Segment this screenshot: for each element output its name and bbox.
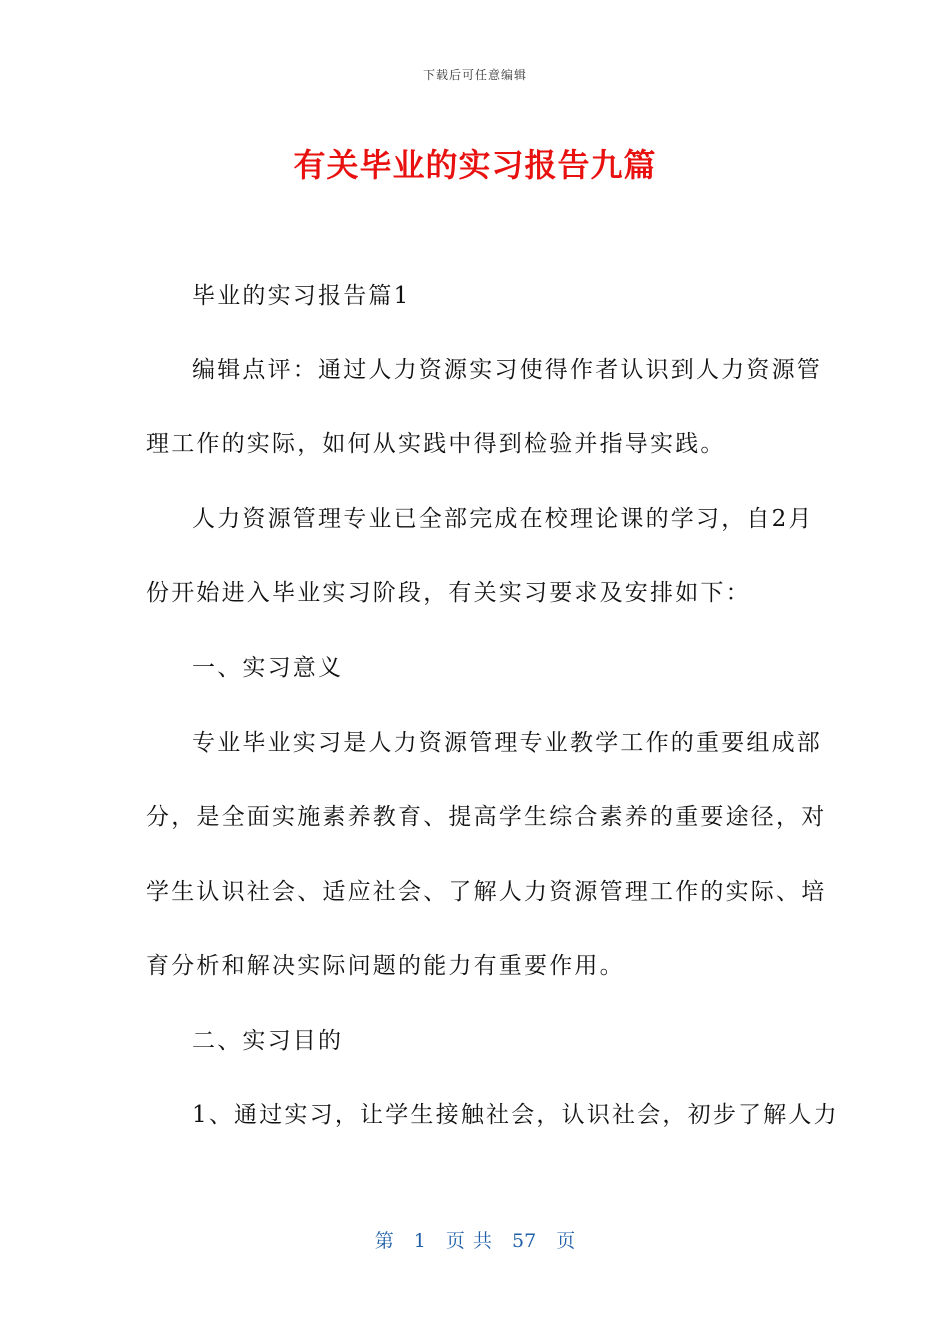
download-note: 下载后可任意编辑 bbox=[422, 68, 527, 82]
paragraph-line: 学生认识社会、适应社会、了解人力资源管理工作的实际、培 bbox=[146, 879, 827, 905]
paragraph-line: 专业毕业实习是人力资源管理专业教学工作的重要组成部 bbox=[192, 730, 822, 756]
paragraph-line: 分，是全面实施素养教育、提高学生综合素养的重要途径，对 bbox=[146, 804, 827, 830]
paragraph-line: 人力资源管理专业已全部完成在校理论课的学习，自2月 bbox=[192, 506, 814, 532]
footer-suffix: 页 bbox=[556, 1230, 576, 1252]
footer-middle: 页 共 bbox=[445, 1230, 492, 1252]
page-footer bbox=[0, 1226, 950, 1253]
section-heading: 一、实习意义 bbox=[192, 655, 344, 681]
footer-page-number: 1 bbox=[413, 1230, 426, 1252]
section-heading: 毕业的实习报告篇1 bbox=[192, 283, 411, 309]
paragraph-line: 1、通过实习，让学生接触社会，认识社会，初步了解人力 bbox=[192, 1102, 839, 1128]
footer-total-pages: 57 bbox=[512, 1230, 537, 1252]
paragraph-line: 编辑点评：通过人力资源实习使得作者认识到人力资源管 bbox=[192, 357, 822, 383]
footer-prefix: 第 bbox=[374, 1230, 394, 1252]
paragraph-line: 理工作的实际，如何从实践中得到检验并指导实践。 bbox=[146, 431, 726, 457]
paragraph-line: 育分析和解决实际问题的能力有重要作用。 bbox=[146, 953, 625, 979]
paragraph-line: 份开始进入毕业实习阶段，有关实习要求及安排如下： bbox=[146, 580, 751, 606]
section-heading: 二、实习目的 bbox=[192, 1028, 344, 1054]
document-title: 有关毕业的实习报告九篇 bbox=[293, 146, 657, 184]
